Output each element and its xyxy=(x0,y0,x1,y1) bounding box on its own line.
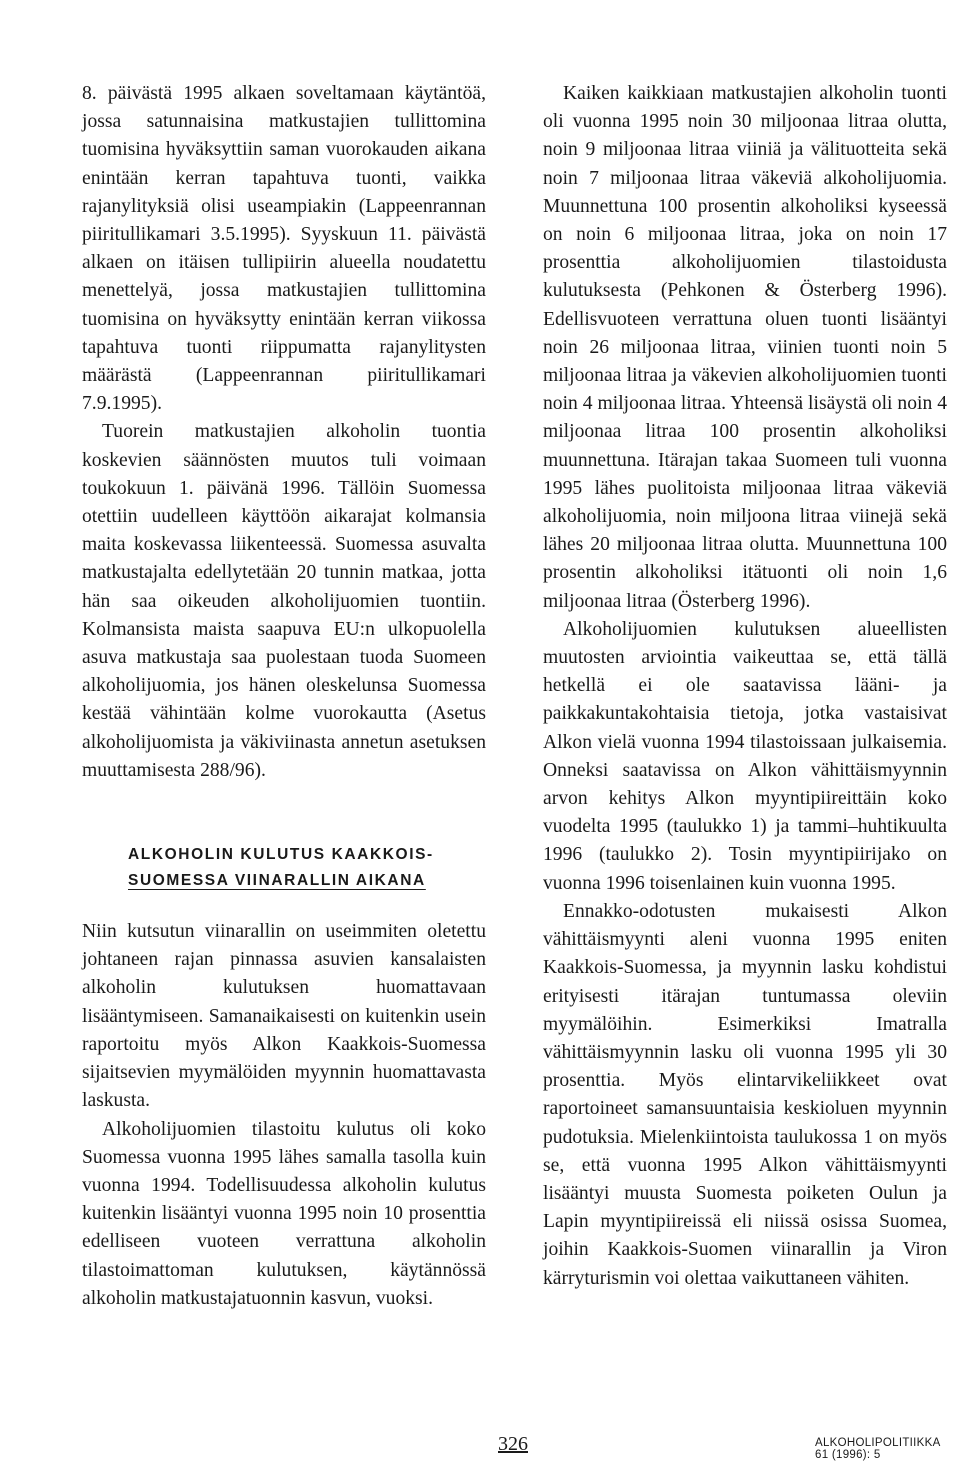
paragraph: Tuorein matkustajien alkoholin tuontia koskevien säännösten muutos tuli voimaan toukokuun 1. päivänä 1996. Tällöin Suomessa otettiin uudelleen käyttöön aikarajat kolmansia maita koskevassa liikenteessä. Suomessa asuvalta matkustajalta edellytetään 20 tunnin matkaa, jotta hän saa oikeuden alkoholijuomien tuontiin. Kolmansista maista saapuva EU:n ulkopuolella asuva matkustaja saa puolestaan tuoda Suomeen alkoholijuomia, jos hänen oleskelunsa Suomessa kestää vähintään kolme vuorokautta (Asetus alkoholijuomista ja väkiviinasta annetun asetuksen muuttamisesta 288/96). xyxy=(82,421,486,781)
journal-issue: 61 (1996): 5 xyxy=(815,1449,881,1461)
section-heading xyxy=(82,842,486,894)
section-heading-line: ALKOHOLIN KULUTUS KAAKKOIS- xyxy=(128,846,434,864)
paragraph: Alkoholijuomien kulutuksen alueellisten muutosten arviointia vaikeuttaa se, että tällä hetkellä ei ole saatavissa lääni- ja paikkakuntakohtaisia tietoja, jotka vastaisivat Alkon vielä vuonna 1994 tilastoissaan julkaisemia. Onneksi saatavissa on Alkon vähittäismyynnin arvon kehitys Alkon myyntipiireittäin koko vuodelta 1995 (taulukko 1) ja tammi–huhtikuulta 1996 (taulukko 2). Tosin myyntipiirijako on vuonna 1996 toisenlainen kuin vuonna 1995. xyxy=(543,618,947,894)
right-column xyxy=(543,80,947,1293)
left-column xyxy=(82,80,486,1313)
journal-reference xyxy=(815,1437,941,1461)
page-number: 326 xyxy=(498,1433,528,1455)
section-heading-line: SUOMESSA VIINARALLIN AIKANA xyxy=(128,872,426,890)
paragraph: Kaiken kaikkiaan matkustajien alkoholin tuonti oli vuonna 1995 noin 30 miljoonaa litraa olutta, noin 9 miljoonaa litraa viiniä ja välituotteita sekä noin 7 miljoonaa litraa väkeviä alkoholijuomia. Muunnettuna 100 prosentin alkoholiksi kyseessä on noin 6 miljoonaa litraa, joka on noin 17 prosenttia alkoholijuomien tilastoidusta kulutuksesta (Pehkonen & Österberg 1996). Edellisvuoteen verrattuna oluen tuonti lisääntyi noin 26 miljoonaa litraa, viinien tuonti noin 5 miljoonaa litraa ja väkevien alkoholijuomien tuonti noin 4 miljoonaa litraa. Yhteensä lisäystä oli noin 4 miljoonaa litraa 100 prosentin alkoholiksi muunnettuna. Itärajan takaa Suomeen tuli vuonna 1995 lähes puolitoista miljoonaa litraa väkeviä alkoholijuomia, noin miljoona litraa viinejä sekä lähes 20 miljoonaa litraa olutta. Muunnettuna 100 prosentin alkoholiksi itätuonti oli noin 1,6 miljoonaa litraa (Österberg 1996). xyxy=(543,83,947,612)
paragraph: Alkoholijuomien tilastoitu kulutus oli koko Suomessa vuonna 1995 lähes samalla tasolla kuin vuonna 1994. Todellisuudessa alkoholin kulutus kuitenkin lisääntyi vuonna 1995 noin 10 prosenttia edelliseen vuoteen verrattuna alkoholin tilastoimattoman kulutuksen, käytännössä alkoholin matkustajatuonnin kasvun, vuoksi. xyxy=(82,1118,486,1309)
paragraph: Niin kutsutun viinarallin on useimmiten oletettu johtaneen rajan pinnassa asuvien kansalaisten alkoholin kulutuksen huomattavaan lisääntymiseen. Samanaikaisesti on kuitenkin usein raportoitu myös Alkon Kaakkois-Suomessa sijaitsevien myymälöiden myynnin huomattavasta laskusta. xyxy=(82,921,486,1112)
journal-name: ALKOHOLIPOLITIIKKA xyxy=(815,1437,941,1449)
paragraph: 8. päivästä 1995 alkaen soveltamaan käytäntöä, jossa satunnaisina matkustajien tullittomina tuomisina hyväksyttiin saman vuorokauden aikana enintään kerran tapahtuva tuonti, vaikka rajanylityksiä olisi useampiakin (Lappeenrannan piiritullikamari 3.5.1995). Syyskuun 11. päivästä alkaen on itäisen tullipiirin alueella noudatettu menettelyä, jossa matkustajien tullittomina tuomisina on hyväksytty enintään kerran viikossa tapahtuva tuonti riippumatta rajanylitysten määrästä (Lappeenrannan piiritullikamari 7.9.1995). xyxy=(82,83,486,415)
paragraph: Ennakko-odotusten mukaisesti Alkon vähittäismyynti aleni vuonna 1995 eniten Kaakkois-Suomessa, ja myynnin lasku kohdistui erityisesti itärajan tuntumassa oleviin myymälöihin. Esimerkiksi Imatralla vähittäismyynnin lasku oli vuonna 1995 yli 30 prosenttia. Myös elintarvikeliikkeet ovat raportoineet samansuuntaisia keskioluen myynnin pudotuksia. Mielenkiintoista taulukossa 1 on myös se, että vuonna 1995 Alkon vähittäismyynti lisääntyi muusta Suomesta poiketen Oulun ja Lapin myyntipiireissä eli niissä osissa Suomea, joihin Kaakkois-Suomen viinarallin ja Viron kärryturismin voi olettaa vaikuttaneen vähiten. xyxy=(543,900,947,1289)
